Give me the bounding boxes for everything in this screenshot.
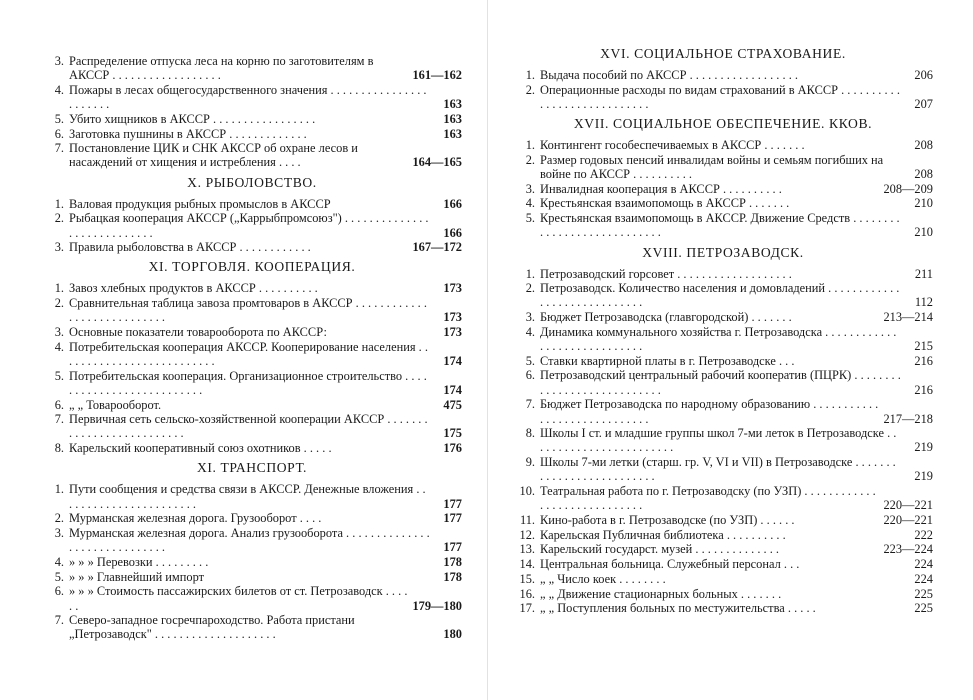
- entry-title: Потребительская кооперация. Организационное строительство . . . . . . . . . . . . . . . . . . . . . . . . . .: [69, 368, 427, 397]
- entry-title: Заготовка пушнины в АКССР . . . . . . . . . . . . .: [69, 126, 307, 141]
- toc-entry: [513, 83, 933, 111]
- toc-entry: [42, 555, 462, 569]
- entry-number: 4.: [54, 554, 64, 569]
- toc-entry: [42, 83, 462, 111]
- entry-title: „ „ Число коек . . . . . . . .: [540, 571, 666, 586]
- entry-number: 1.: [54, 482, 64, 497]
- entry-page: 175: [443, 426, 462, 441]
- entry-title: Школы 7-ми летки (старш. гр. V, VI и VII) в Петрозаводске . . . . . . . . . . . . . . . . . . . . . . . . . .: [540, 455, 896, 484]
- entry-page: 217—218: [883, 411, 933, 426]
- entry-page: 208: [914, 138, 933, 153]
- entry-title: Постановление ЦИК и СНК АКССР об охране лесов и насаждений от хищения и истребления . . . .: [69, 141, 358, 170]
- entry-number: 1.: [525, 138, 535, 153]
- entry-number: 7.: [54, 412, 64, 427]
- entry-page: 210: [914, 196, 933, 211]
- entry-number: 17.: [519, 601, 535, 616]
- toc-entry: [513, 601, 933, 615]
- entry-page: 166: [443, 196, 462, 211]
- toc-entry: [513, 153, 933, 181]
- toc-entry: [42, 584, 462, 612]
- entry-title: Крестьянская взаимопомощь в АКССР . . . . . . .: [540, 196, 790, 211]
- entry-title: » » » Перевозки . . . . . . . . .: [69, 554, 209, 569]
- entry-page: 177: [443, 496, 462, 511]
- toc-entry: [513, 68, 933, 82]
- entry-title: Валовая продукция рыбных промыслов в АКССР: [69, 196, 331, 211]
- toc-entry: [42, 613, 462, 641]
- entry-number: 1.: [54, 196, 64, 211]
- entry-number: 11.: [519, 512, 535, 527]
- toc-entry: [513, 572, 933, 586]
- section-title: XVII. СОЦИАЛЬНОЕ ОБЕСПЕЧЕНИЕ. ККОВ.: [573, 116, 873, 132]
- section-title: XVI. СОЦИАЛЬНОЕ СТРАХОВАНИЕ.: [600, 46, 846, 61]
- toc-entry: [42, 482, 462, 510]
- entry-page: 222: [914, 527, 933, 542]
- entry-number: 1.: [525, 266, 535, 281]
- entry-number: 2.: [54, 211, 64, 226]
- entry-title: Сравнительная таблица завоза промтоваров в АКССР . . . . . . . . . . . . . . . . . . . . . . . . . . . .: [69, 296, 427, 325]
- entry-title: Петрозаводск. Количество населения и домовладений . . . . . . . . . . . . . . . . . . . . . . . . . . . . .: [540, 281, 900, 310]
- entry-page: 213—214: [883, 310, 933, 325]
- toc-entry: [42, 412, 462, 440]
- toc-entry: [42, 369, 462, 397]
- section-title: X. РЫБОЛОВСТВО.: [187, 174, 317, 190]
- entry-title: Мурманская железная дорога. Анализ грузооборота . . . . . . . . . . . . . . . . . . . . . . . . . . . . . .: [69, 525, 430, 555]
- entry-page: 178: [443, 569, 462, 584]
- toc-entry: [42, 340, 462, 368]
- entry-page: 210: [914, 225, 933, 240]
- entry-page: 161—162: [412, 68, 462, 83]
- entry-page: 167—172: [412, 240, 462, 255]
- entry-page: 112: [914, 295, 933, 310]
- entry-number: 3.: [525, 310, 535, 325]
- entry-title: Пути сообщения и средства связи в АКССР. Денежные вложения . . . . . . . . . . . . . . . . . . . . . . .: [69, 482, 426, 511]
- entry-page: 219: [914, 469, 933, 484]
- entry-page: 216: [914, 382, 933, 397]
- entry-page: 224: [914, 557, 933, 572]
- entry-page: 208—209: [883, 181, 933, 196]
- entry-title: Потребительская кооперация АКССР. Кооперирование населения . . . . . . . . . . . . . . . . . . . . . . . . . .: [69, 339, 428, 368]
- entry-number: 3.: [525, 181, 535, 196]
- toc-entry: [513, 397, 933, 425]
- entry-title: » » » Стоимость пассажирских билетов от ст. Петрозаводск . . . . . .: [69, 584, 408, 613]
- toc-entry: [513, 138, 933, 152]
- entry-page: 211: [914, 266, 933, 281]
- left-page: [42, 0, 462, 642]
- entry-number: 3.: [54, 240, 64, 255]
- entry-title: Петрозаводский горсовет . . . . . . . . . . . . . . . . . . .: [540, 266, 792, 281]
- toc-entry: [513, 354, 933, 368]
- entry-title: Контингент гособеспечиваемых в АКССР . . . . . . .: [540, 138, 805, 153]
- entry-title: „ „ Движение стационарных больных . . . . . . .: [540, 586, 782, 601]
- toc-entry: [513, 455, 933, 483]
- entry-page: 207: [914, 96, 933, 111]
- entry-title: „ „ Поступления больных по местужительства . . . . .: [540, 601, 816, 616]
- entry-page: 178: [443, 554, 462, 569]
- entry-number: 4.: [525, 324, 535, 339]
- entry-page: 225: [914, 586, 933, 601]
- entry-page: 225: [914, 601, 933, 616]
- toc-entry: [42, 281, 462, 295]
- toc-entry: [513, 281, 933, 309]
- entry-number: 3.: [54, 325, 64, 340]
- entry-number: 5.: [525, 211, 535, 226]
- entry-number: 4.: [525, 196, 535, 211]
- entry-number: 3.: [54, 525, 64, 540]
- entry-title: Размер годовых пенсий инвалидам войны и семьям погибших на войне по АКССР . . . . . . . . . .: [540, 152, 884, 182]
- entry-page: 163: [443, 97, 462, 112]
- entry-page: 173: [443, 310, 462, 325]
- entry-number: 2.: [54, 511, 64, 526]
- entry-title: Петрозаводский центральный рабочий кооператив (ПЦРК) . . . . . . . . . . . . . . . . . . . . . . . . . . . .: [540, 368, 901, 397]
- entry-page: 220—221: [883, 512, 933, 527]
- toc-entry: [513, 368, 933, 396]
- toc-entry: [513, 426, 933, 454]
- entry-page: 220—221: [883, 498, 933, 513]
- entry-title: Северо-западное госречпароходство. Работа пристани „Петрозаводск" . . . . . . . . . . . . . . . . . . . .: [69, 613, 355, 642]
- entry-title: Крестьянская взаимопомощь в АКССР. Движение Средств . . . . . . . . . . . . . . . . . . . . . . . . . . . .: [540, 211, 900, 240]
- entry-title: Бюджет Петрозаводска (главгородской) . . . . . . .: [540, 310, 792, 325]
- toc-entry: [513, 528, 933, 542]
- entry-title: Карельская Публичная библиотека . . . . . . . . . .: [540, 527, 786, 542]
- entry-page: 223—224: [883, 542, 933, 557]
- entry-number: 2.: [525, 152, 535, 167]
- entry-page: 164—165: [412, 155, 462, 170]
- toc-entry: [513, 325, 933, 353]
- entry-title: Центральная больница. Служебный персонал . . .: [540, 557, 800, 572]
- entry-title: Театральная работа по г. Петрозаводску (по УЗП) . . . . . . . . . . . . . . . . . . . . . . . . . . . . .: [540, 484, 876, 513]
- entry-number: 5.: [525, 353, 535, 368]
- entry-title: Динамика коммунального хозяйства г. Петрозаводска . . . . . . . . . . . . . . . . . . . . . . . . . . . . .: [540, 324, 897, 354]
- entry-title: Карельский кооперативный союз охотников . . . . .: [69, 441, 332, 456]
- entry-title: Пожары в лесах общегосударственного значения . . . . . . . . . . . . . . . . . . . . . . .: [69, 82, 427, 112]
- section-title: XI. ТОРГОВЛЯ. КООПЕРАЦИЯ.: [148, 259, 356, 275]
- entry-page: 176: [443, 441, 462, 456]
- entry-number: 7.: [54, 613, 64, 628]
- entry-page: 163: [443, 126, 462, 141]
- entry-page: 163: [443, 111, 462, 126]
- toc-entry: [513, 587, 933, 601]
- entry-title: Рыбацкая кооперация АКССР („Каррыбпромсоюз") . . . . . . . . . . . . . . . . . . . . . . . . . . . .: [69, 211, 429, 240]
- entry-title: „ „ Товарооборот.: [69, 397, 162, 412]
- entry-title: Бюджет Петрозаводска по народному образованию . . . . . . . . . . . . . . . . . . . . . . . . . . . . .: [540, 397, 879, 426]
- entry-page: 179—180: [412, 598, 462, 613]
- entry-number: 6.: [54, 397, 64, 412]
- entry-number: 4.: [54, 339, 64, 354]
- entry-title: Первичная сеть сельско-хозяйственной кооперации АКССР . . . . . . . . . . . . . . . . . . . . . . . . . .: [69, 412, 428, 441]
- entry-number: 2.: [54, 296, 64, 311]
- toc-entry: [42, 441, 462, 455]
- page-gutter: [487, 0, 488, 700]
- toc-entry: [513, 557, 933, 571]
- entry-title: Правила рыболовства в АКССР . . . . . . . . . . . .: [69, 240, 311, 255]
- toc-entry: [42, 141, 462, 169]
- entry-number: 8.: [54, 441, 64, 456]
- toc-entry: [42, 296, 462, 324]
- toc-entry: [513, 267, 933, 281]
- toc-entry: [513, 182, 933, 196]
- entry-number: 9.: [525, 455, 535, 470]
- entry-number: 14.: [519, 557, 535, 572]
- entry-page: 216: [914, 353, 933, 368]
- entry-title: Карельский государст. музей . . . . . . . . . . . . . .: [540, 542, 780, 557]
- entry-page: 206: [914, 68, 933, 82]
- entry-title: Инвалидная кооперация в АКССР . . . . . . . . . .: [540, 181, 782, 196]
- entry-number: 2.: [525, 281, 535, 296]
- section-title: XVIII. ПЕТРОЗАВОДСК.: [642, 244, 804, 260]
- toc-entry: [42, 570, 462, 584]
- toc-entry: [42, 511, 462, 525]
- entry-page: 475: [443, 397, 462, 412]
- entry-title: Выдача пособий по АКССР . . . . . . . . . . . . . . . . . .: [540, 68, 798, 82]
- toc-entry: [513, 196, 933, 210]
- entry-title: Основные показатели товарооборота по АКССР:: [69, 325, 327, 340]
- entry-title: Ставки квартирной платы в г. Петрозаводске . . .: [540, 353, 795, 368]
- entry-number: 2.: [525, 82, 535, 97]
- toc-entry: [513, 484, 933, 512]
- entry-number: 7.: [54, 141, 64, 156]
- right-page: [513, 0, 933, 616]
- entry-page: 173: [443, 281, 462, 296]
- entry-number: 10.: [519, 484, 535, 499]
- entry-number: 12.: [519, 527, 535, 542]
- toc-entry: [513, 211, 933, 239]
- entry-number: 1.: [525, 68, 535, 82]
- toc-entry: [42, 240, 462, 254]
- entry-page: 177: [443, 540, 462, 555]
- entry-page: 219: [914, 440, 933, 455]
- toc-entry: [513, 310, 933, 324]
- entry-page: 177: [443, 511, 462, 526]
- entry-title: Завоз хлебных продуктов в АКССР . . . . . . . . . .: [69, 281, 318, 296]
- entry-page: 166: [443, 225, 462, 240]
- entry-number: 13.: [519, 542, 535, 557]
- entry-number: 7.: [525, 397, 535, 412]
- entry-number: 4.: [54, 82, 64, 97]
- entry-number: 15.: [519, 571, 535, 586]
- entry-number: 5.: [54, 368, 64, 383]
- entry-number: 5.: [54, 111, 64, 126]
- entry-page: 180: [443, 627, 462, 642]
- toc-entry: [42, 526, 462, 554]
- toc-entry: [42, 398, 462, 412]
- entry-number: 16.: [519, 586, 535, 601]
- entry-page: 224: [914, 571, 933, 586]
- entry-number: 3.: [54, 54, 64, 68]
- entry-page: 215: [914, 339, 933, 354]
- toc-entry: [513, 513, 933, 527]
- entry-number: 6.: [54, 126, 64, 141]
- toc-entry: [513, 542, 933, 556]
- entry-title: Мурманская железная дорога. Грузооборот . . . .: [69, 511, 322, 526]
- entry-title: Кино-работа в г. Петрозаводске (по УЗП) . . . . . .: [540, 512, 795, 527]
- entry-title: Школы I ст. и младшие группы школ 7-ми леток в Петрозаводске . . . . . . . . . . . . . . . . . . . . . . . .: [540, 426, 897, 455]
- entry-number: 8.: [525, 426, 535, 441]
- toc-entry: [42, 112, 462, 126]
- entry-number: 6.: [54, 584, 64, 599]
- toc-entry: [42, 211, 462, 239]
- entry-page: 174: [443, 353, 462, 368]
- section-title: XI. ТРАНСПОРТ.: [196, 460, 308, 476]
- entry-number: 1.: [54, 281, 64, 296]
- entry-title: Распределение отпуска леса на корню по заготовителям в АКССР . . . . . . . . . . . . . . . . . .: [69, 54, 374, 83]
- entry-page: 173: [443, 325, 462, 340]
- toc-entry: [42, 127, 462, 141]
- entry-title: » » » Главнейший импорт: [69, 569, 205, 584]
- entry-number: 5.: [54, 569, 64, 584]
- entry-title: Убито хищников в АКССР . . . . . . . . . . . . . . . . .: [69, 111, 316, 126]
- toc-entry: [42, 325, 462, 339]
- entry-page: 208: [914, 167, 933, 182]
- entry-number: 6.: [525, 368, 535, 383]
- toc-entry: [42, 197, 462, 211]
- entry-title: Операционные расходы по видам страхований в АКССР . . . . . . . . . . . . . . . . . . . . . . . . . . . .: [540, 82, 900, 111]
- entry-page: 174: [443, 382, 462, 397]
- toc-entry: [42, 54, 462, 82]
